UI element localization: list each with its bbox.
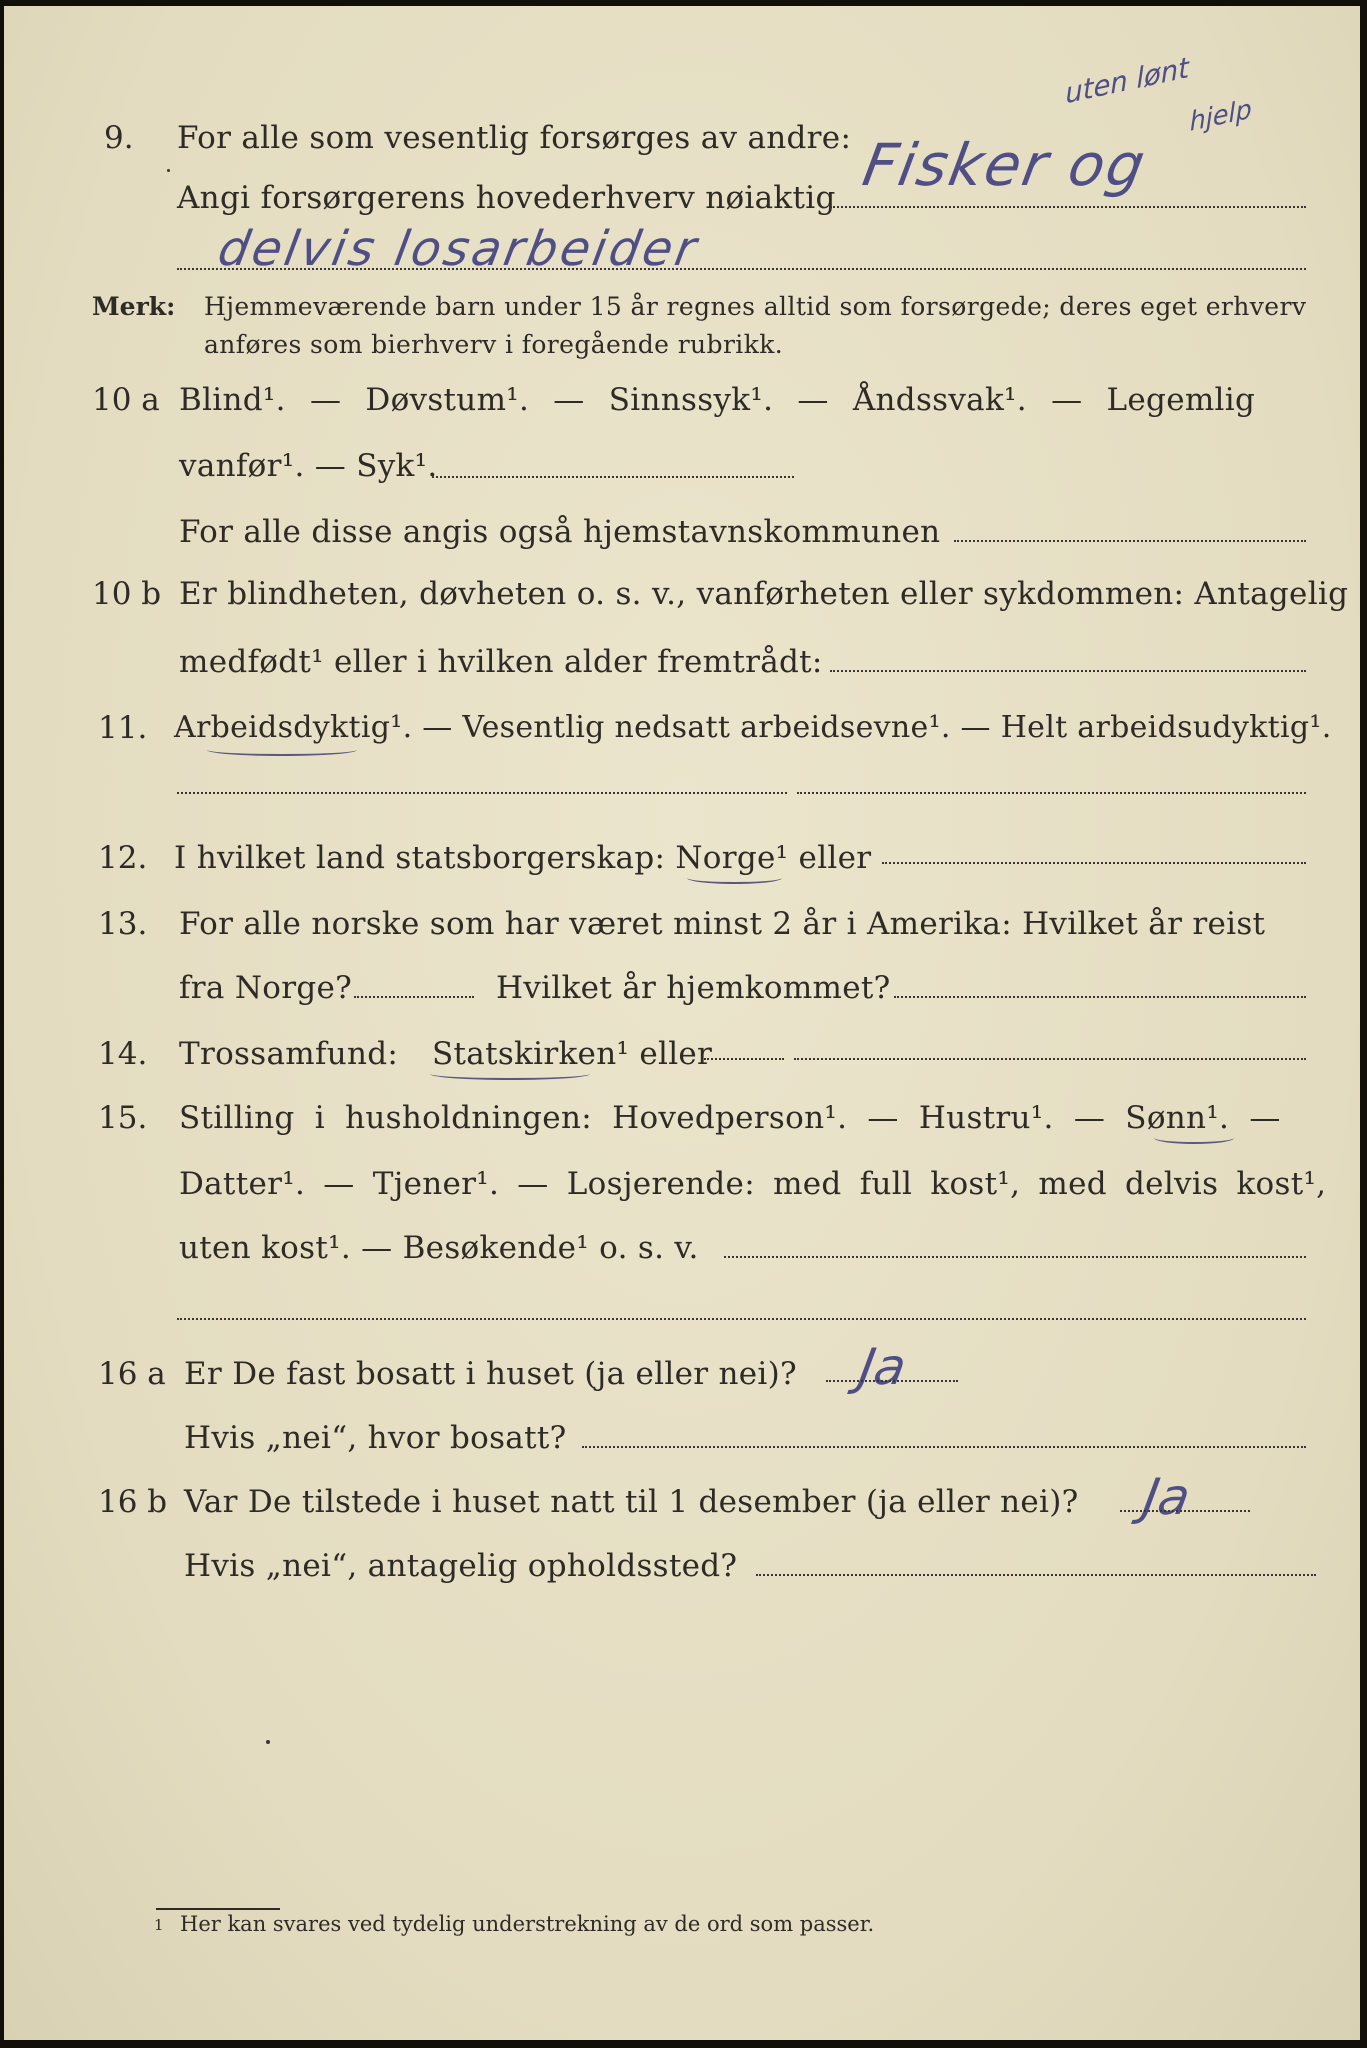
q14-number: 14. — [98, 1036, 148, 1072]
q14-line-1b: Statskirken¹ eller — [432, 1036, 713, 1072]
q12-handwritten-underline — [687, 872, 782, 884]
q10a-kommune-line — [954, 540, 1306, 542]
q10b-line-1: Er blindheten, døvheten o. s. v., vanførheten eller sykdommen: Antagelig — [179, 576, 1349, 612]
q13-year-left-line — [354, 996, 474, 998]
q9-handwritten-note-2: hjelp — [1189, 94, 1253, 138]
q12-number: 12. — [98, 840, 148, 876]
q16b-number: 16 b — [98, 1484, 168, 1520]
merk-label: Merk: — [92, 292, 176, 321]
q9-answer-line — [830, 206, 1306, 208]
q10b-line-2: medfødt¹ eller i hvilken alder fremtrådt: — [179, 644, 823, 680]
q10a-number: 10 a — [92, 382, 160, 418]
q9-handwritten-occupation: Fisker og — [858, 131, 1152, 199]
q16b-line-1: Var De tilstede i huset natt til 1 desember (ja eller nei)? — [184, 1484, 1079, 1520]
q16a-answer-line — [826, 1380, 958, 1382]
q16b-place-line — [756, 1574, 1316, 1576]
merk-line-1: Hjemmeværende barn under 15 år regnes alltid som forsørgede; deres eget erhverv — [204, 292, 1307, 321]
q9-number: 9. — [104, 120, 134, 156]
q16a-number: 16 a — [98, 1356, 166, 1392]
q14-answer-line-a — [704, 1058, 784, 1060]
census-form-page — [4, 6, 1360, 2040]
q13-year-home-line — [894, 996, 1306, 998]
q10b-number: 10 b — [92, 576, 162, 612]
q11-answer-line-a — [177, 792, 787, 794]
q16b-line-2: Hvis „nei“, antagelig opholdssted? — [184, 1548, 738, 1584]
q15-answer-line-2 — [177, 1318, 1306, 1320]
q12-line-1: I hvilket land statsborgerskap: Norge¹ eller — [174, 840, 872, 876]
q9-handwritten-note-1: uten lønt — [1064, 50, 1190, 111]
q16a-line-1: Er De fast bosatt i huset (ja eller nei)? — [184, 1356, 797, 1392]
q12-answer-line — [882, 862, 1306, 864]
q10a-line-1: Blind¹. — Døvstum¹. — Sinnssyk¹. — Åndssvak¹. — Legemlig — [179, 382, 1256, 418]
q9-line-2: Angi forsørgerens hovederhverv nøiaktig — [177, 180, 836, 216]
q15-line-1: Stilling i husholdningen: Hovedperson¹. — Hustru¹. — Sønn¹. — — [179, 1100, 1281, 1136]
q9-line-1: For alle som vesentlig forsørges av andre: — [177, 120, 852, 156]
q10a-line-2: vanfør¹. — Syk¹. — [179, 448, 438, 484]
q16a-where-line — [582, 1446, 1306, 1448]
merk-line-2: anføres som bierhverv i foregående rubrikk. — [204, 330, 784, 359]
q13-number: 13. — [98, 906, 148, 942]
q13-line-2b: Hvilket år hjemkommet? — [496, 970, 891, 1006]
q11-handwritten-underline — [207, 744, 357, 756]
q11-number: 11. — [98, 710, 148, 746]
q15-line-2: Datter¹. — Tjener¹. — Losjerende: med full kost¹, med delvis kost¹, — [179, 1166, 1327, 1202]
q10b-answer-line — [830, 670, 1306, 672]
footnote-text: Her kan svares ved tydelig understrekning av de ord som passer. — [180, 1912, 875, 1936]
q16b-handwritten-answer: Ja — [1138, 1468, 1195, 1526]
q14-line-1a: Trossamfund: — [179, 1036, 399, 1072]
q13-line-1: For alle norske som har været minst 2 år i Amerika: Hvilket år reist — [179, 906, 1266, 942]
q13-line-2a: fra Norge? — [179, 970, 353, 1006]
q16a-line-2: Hvis „nei“, hvor bosatt? — [184, 1420, 567, 1456]
q9-handwritten-continuation: delvis losarbeider — [214, 221, 704, 277]
q15-line-3: uten kost¹. — Besøkende¹ o. s. v. — [179, 1230, 699, 1266]
q15-handwritten-underline — [1154, 1132, 1234, 1144]
paper-speck — [167, 169, 170, 172]
q14-answer-line-b — [794, 1058, 1306, 1060]
q16a-handwritten-answer: Ja — [854, 1338, 911, 1396]
q10a-syk-line — [432, 476, 794, 478]
footnote-rule — [156, 1908, 280, 1910]
q10a-line-3: For alle disse angis også hjemstavnskommunen — [179, 514, 941, 550]
q14-handwritten-underline — [430, 1068, 590, 1080]
q15-answer-line — [724, 1256, 1306, 1258]
footnote-mark: 1 — [154, 1916, 164, 1934]
q16b-answer-line — [1120, 1510, 1250, 1512]
q11-line-1: Arbeidsdyktig¹. — Vesentlig nedsatt arbeidsevne¹. — Helt arbeidsudyktig¹. — [174, 710, 1332, 745]
q15-number: 15. — [98, 1100, 148, 1136]
q11-answer-line-b — [797, 792, 1306, 794]
paper-speck — [266, 1740, 270, 1744]
